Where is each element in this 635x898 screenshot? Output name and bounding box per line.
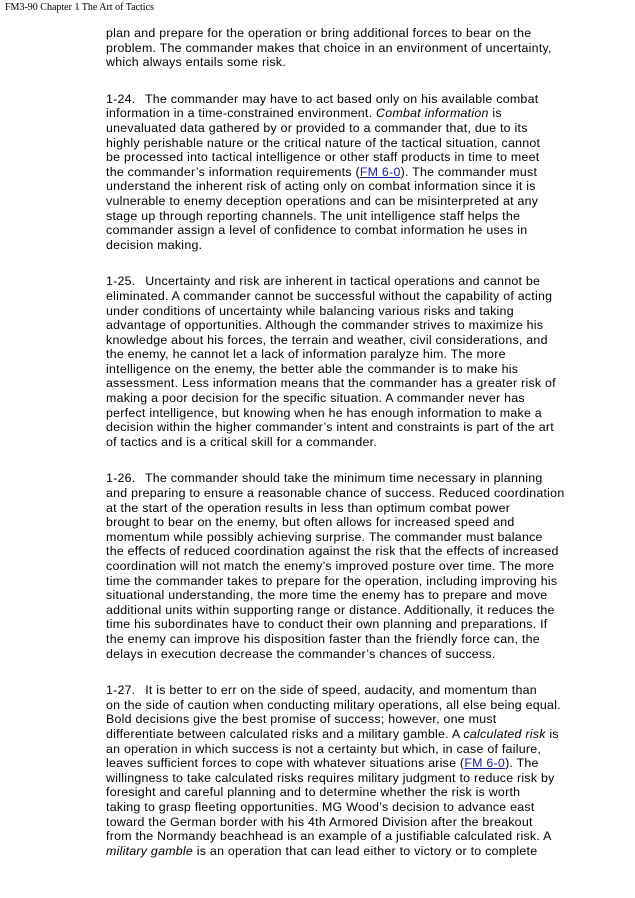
fm-6-0-link[interactable]: FM 6-0 — [464, 756, 506, 771]
text-span: is — [549, 726, 559, 741]
page-header: FM3-90 Chapter 1 The Art of Tactics — [5, 2, 154, 13]
text-line — [106, 165, 606, 180]
text-line: the effects of reduced coordination against the risk that the effects of increased — [106, 544, 559, 559]
text-line: advantage of opportunities. Although the commander strives to maximize his — [106, 318, 544, 333]
text-line: which always entails some risk. — [106, 55, 286, 70]
text-line: of tactics and is a critical skill for a commander. — [106, 434, 377, 449]
text-line: time his subordinates have to conduct their own planning and preparations. If — [106, 617, 548, 632]
text-line: momentum while possibly achieving surprise. The commander must balance — [106, 529, 543, 544]
paragraph-1-26 — [106, 471, 606, 661]
text-line: vulnerable to enemy deception operations and can be misinterpreted at any — [106, 193, 539, 208]
text-line: unevaluated data gathered by or provided to a commander that, due to its — [106, 120, 528, 135]
paragraph-intro — [106, 26, 606, 70]
paragraph-number: 1-24. — [106, 91, 136, 106]
text-line: understand the inherent risk of acting only on combat information since it is — [106, 179, 536, 194]
text-line: time the commander takes to prepare for the operation, including improving his — [106, 573, 558, 588]
text-line: the enemy can improve his disposition faster than the friendly force can, the — [106, 631, 540, 646]
text-line: highly perishable nature or the critical nature of the tactical situation, cannot — [106, 135, 541, 150]
text-line: problem. The commander makes that choice in an environment of uncertainty, — [106, 40, 552, 55]
defined-term: Combat information — [376, 106, 489, 121]
defined-term: calculated risk — [463, 726, 546, 741]
text-span: the commander’s information requirements ( — [106, 164, 360, 179]
text-line: plan and prepare for the operation or bring additional forces to bear on the — [106, 26, 532, 40]
text-line — [106, 471, 606, 486]
text-span: is an operation that can lead either to victory or to complete — [196, 843, 538, 858]
paragraph-1-24 — [106, 92, 606, 253]
text-line: toward the German border with his 4th Armored Division after the breakout — [106, 814, 533, 829]
text-span: differentiate between calculated risks and a military gamble. A — [106, 726, 460, 741]
document-body — [106, 26, 606, 880]
text-line: additional units within supporting range or distance. Additionally, it reduces the — [106, 602, 555, 617]
text-line: willingness to take calculated risks requires military judgment to reduce risk by — [106, 770, 555, 785]
text-line: Bold decisions give the best promise of success; however, one must — [106, 712, 497, 727]
text-line: knowledge about his forces, the terrain and weather, civil considerations, and — [106, 332, 548, 347]
fm-6-0-link[interactable]: FM 6-0 — [359, 164, 401, 179]
text-line: situational understanding, the more time the enemy has to prepare and move — [106, 588, 548, 603]
text-line: foresight and careful planning and to determine whether the risk is worth — [106, 785, 521, 800]
text-line — [106, 683, 606, 698]
text-line: taking to grasp fleeting opportunities. MG Wood’s decision to advance east — [106, 799, 535, 814]
text-span: is — [492, 106, 502, 121]
paragraph-number: 1-27. — [106, 683, 136, 698]
text-line: on the side of caution when conducting military operations, all else being equal. — [106, 697, 561, 712]
text-line — [106, 106, 606, 121]
text-span: leaves sufficient forces to cope with whatever situations arise ( — [106, 756, 465, 771]
paragraph-1-27 — [106, 683, 606, 858]
text-line: commander assign a level of confidence to combat information he uses in — [106, 223, 528, 238]
text-line: eliminated. A commander cannot be successful without the capability of acting — [106, 288, 553, 303]
text-line: and preparing to ensure a reasonable chance of success. Reduced coordination — [106, 486, 565, 501]
text-line: be processed into tactical intelligence or other staff products in time to meet — [106, 150, 540, 165]
text-line: perfect intelligence, but knowing when he has enough information to make a — [106, 405, 542, 420]
text-line: from the Normandy beachhead is an example of a justifiable calculated risk. A — [106, 829, 552, 844]
text-line: stage up through reporting channels. The unit intelligence staff helps the — [106, 208, 521, 223]
text-line — [106, 844, 606, 859]
text-span: Uncertainty and risk are inherent in tactical operations and cannot be — [145, 274, 541, 289]
text-line — [106, 274, 606, 289]
text-line — [106, 92, 606, 107]
text-line: coordination will not match the enemy’s improved posture over time. The more — [106, 559, 555, 573]
text-span: The commander may have to act based only on his available combat — [144, 91, 539, 106]
text-span: It is better to err on the side of speed, audacity, and momentum than — [145, 683, 537, 698]
text-span: ). The — [505, 756, 539, 771]
text-line: making a poor decision for the specific situation. A commander never has — [106, 391, 525, 406]
text-line — [106, 727, 606, 742]
paragraph-1-25 — [106, 274, 606, 449]
text-line: intelligence on the enemy, the better able the commander is to make his — [106, 361, 519, 376]
text-line: decision making. — [106, 237, 203, 252]
text-line: the enemy, he cannot let a lack of information paralyze him. The more — [106, 347, 506, 362]
defined-term: military gamble — [106, 843, 194, 858]
text-line: decision within the higher commander’s intent and constraints is part of the art — [106, 420, 554, 435]
text-line: at the start of the operation results in less than optimum combat power — [106, 500, 511, 515]
text-line: an operation in which success is not a certainty but which, in case of failure, — [106, 741, 542, 756]
text-span: information in a time-constrained environment. — [106, 106, 373, 121]
text-line: assessment. Less information means that the commander has a greater risk of — [106, 376, 556, 391]
text-line: under conditions of uncertainty while balancing various risks and taking — [106, 303, 514, 318]
text-span: The commander should take the minimum time necessary in planning — [144, 471, 543, 486]
text-line: delays in execution decrease the commander’s chances of success. — [106, 646, 496, 661]
paragraph-number: 1-26. — [106, 471, 136, 486]
paragraph-number: 1-25. — [106, 274, 136, 289]
text-line — [106, 756, 606, 771]
text-line: brought to bear on the enemy, but often allows for increased speed and — [106, 515, 515, 530]
text-span: ). The commander must — [400, 164, 538, 179]
